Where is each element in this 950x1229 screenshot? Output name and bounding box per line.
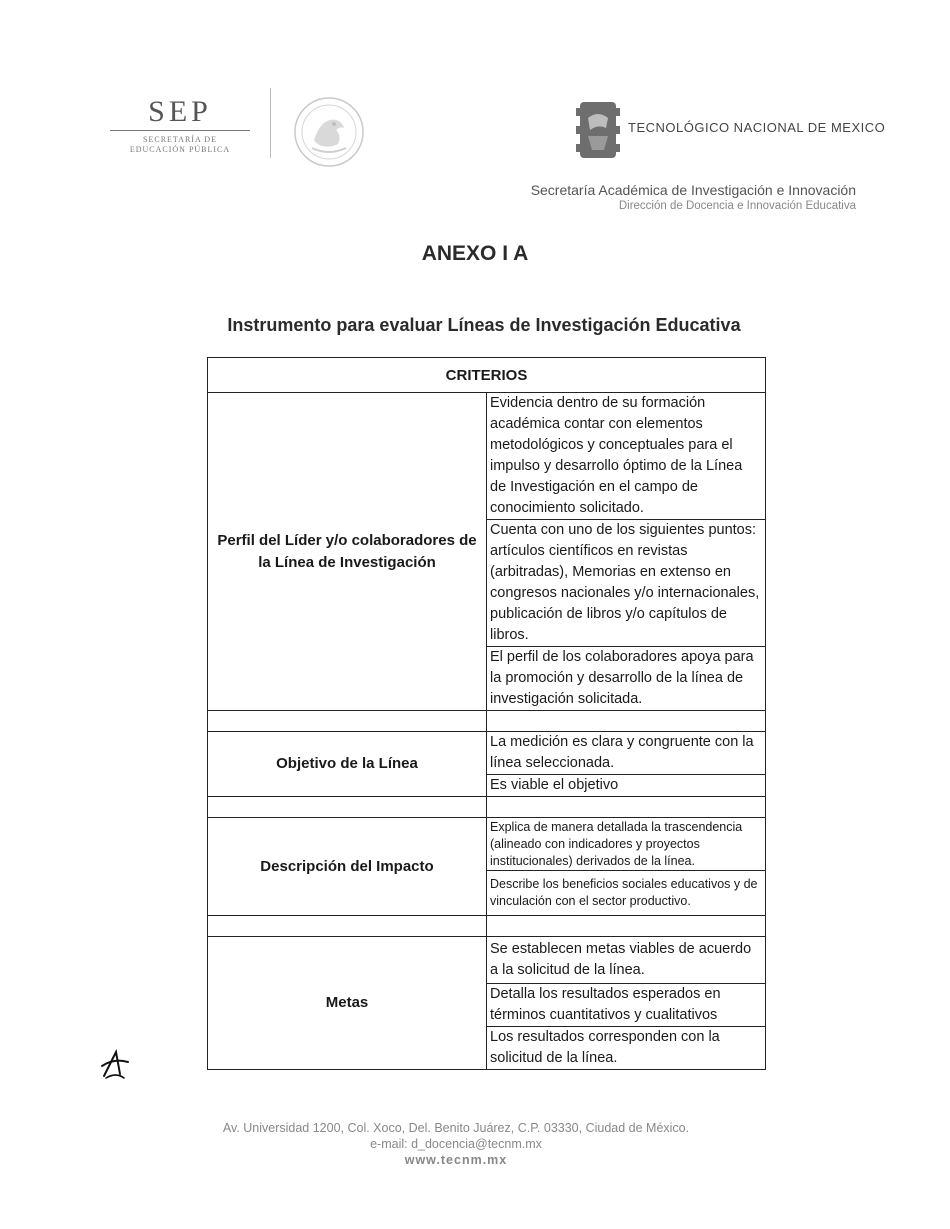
spacer-cell	[208, 916, 487, 937]
tecnm-gear-icon	[576, 98, 620, 162]
section-label-impacto: Descripción del Impacto	[208, 818, 487, 916]
criterion-metas-2: Detalla los resultados esperados en términos cuantitativos y cualitativos	[487, 984, 766, 1027]
criterion-perfil-3: El perfil de los colaboradores apoya para la promoción y desarrollo de la línea de investigación solicitada.	[487, 647, 766, 711]
sep-logo-line2: EDUCACIÓN PÚBLICA	[129, 145, 231, 154]
tecnm-name: TECNOLÓGICO NACIONAL DE MEXICO	[628, 120, 886, 135]
table-spacer-row	[208, 916, 766, 937]
criterion-perfil-1: Evidencia dentro de su formación académica contar con elementos metodológicos y conceptuales para el impulso y desarrollo óptimo de la Línea de Investigación en el campo de conocimiento solicitado.	[487, 393, 766, 520]
sep-logo-rule	[110, 130, 250, 131]
table-row	[208, 732, 766, 775]
page-footer	[0, 1120, 912, 1168]
sep-logo-word: SEP	[148, 95, 212, 128]
table-spacer-row	[208, 797, 766, 818]
logo-divider	[270, 88, 271, 158]
table-row	[208, 937, 766, 984]
table-row	[208, 818, 766, 871]
table-header-row	[208, 358, 766, 393]
criterion-metas-1: Se establecen metas viables de acuerdo a la solicitud de la línea.	[487, 937, 766, 984]
criterion-metas-3: Los resultados corresponden con la solicitud de la línea.	[487, 1027, 766, 1070]
document-subtitle: Instrumento para evaluar Líneas de Investigación Educativa	[227, 315, 741, 335]
spacer-cell	[487, 797, 766, 818]
section-label-objetivo: Objetivo de la Línea	[208, 732, 487, 797]
footer-website: www.tecnm.mx	[404, 1153, 508, 1167]
footer-address: Av. Universidad 1200, Col. Xoco, Del. Benito Juárez, C.P. 03330, Ciudad de México.	[222, 1121, 690, 1135]
criterion-objetivo-1: La medición es clara y congruente con la línea seleccionada.	[487, 732, 766, 775]
signature-mark-icon	[98, 1048, 132, 1082]
spacer-cell	[487, 916, 766, 937]
criteria-table	[207, 357, 766, 1070]
table-header-criterios: CRITERIOS	[208, 358, 766, 393]
sep-logo-line1: SECRETARÍA DE	[143, 135, 217, 144]
table-row	[208, 393, 766, 520]
criterion-perfil-2: Cuenta con uno de los siguientes puntos: artículos científicos en revistas (arbitradas), Memorias en extenso en congresos nacionales y/o internacionales, publicación de libros y/o capítulos de libros.	[487, 520, 766, 647]
sep-logo	[110, 96, 250, 155]
direccion-docencia: Dirección de Docencia e Innovación Educativa	[618, 200, 856, 212]
criterion-objetivo-2: Es viable el objetivo	[487, 775, 766, 797]
table-spacer-row	[208, 711, 766, 732]
section-label-perfil: Perfil del Líder y/o colaboradores de la Línea de Investigación	[208, 393, 487, 711]
footer-email: e-mail: d_docencia@tecnm.mx	[370, 1137, 542, 1151]
spacer-cell	[487, 711, 766, 732]
spacer-cell	[208, 711, 487, 732]
national-seal-icon	[290, 96, 368, 168]
criterion-impacto-1: Explica de manera detallada la trascendencia (alineado con indicadores y proyectos institucionales) derivados de la línea.	[487, 818, 766, 871]
annex-title: ANEXO I A	[421, 242, 529, 265]
secretaria-academica: Secretaría Académica de Investigación e Innovación	[530, 182, 856, 198]
criterion-impacto-2: Describe los beneficios sociales educativos y de vinculación con el sector productivo.	[487, 871, 766, 916]
section-label-metas: Metas	[208, 937, 487, 1070]
tecnm-logo	[576, 98, 886, 164]
spacer-cell	[208, 797, 487, 818]
